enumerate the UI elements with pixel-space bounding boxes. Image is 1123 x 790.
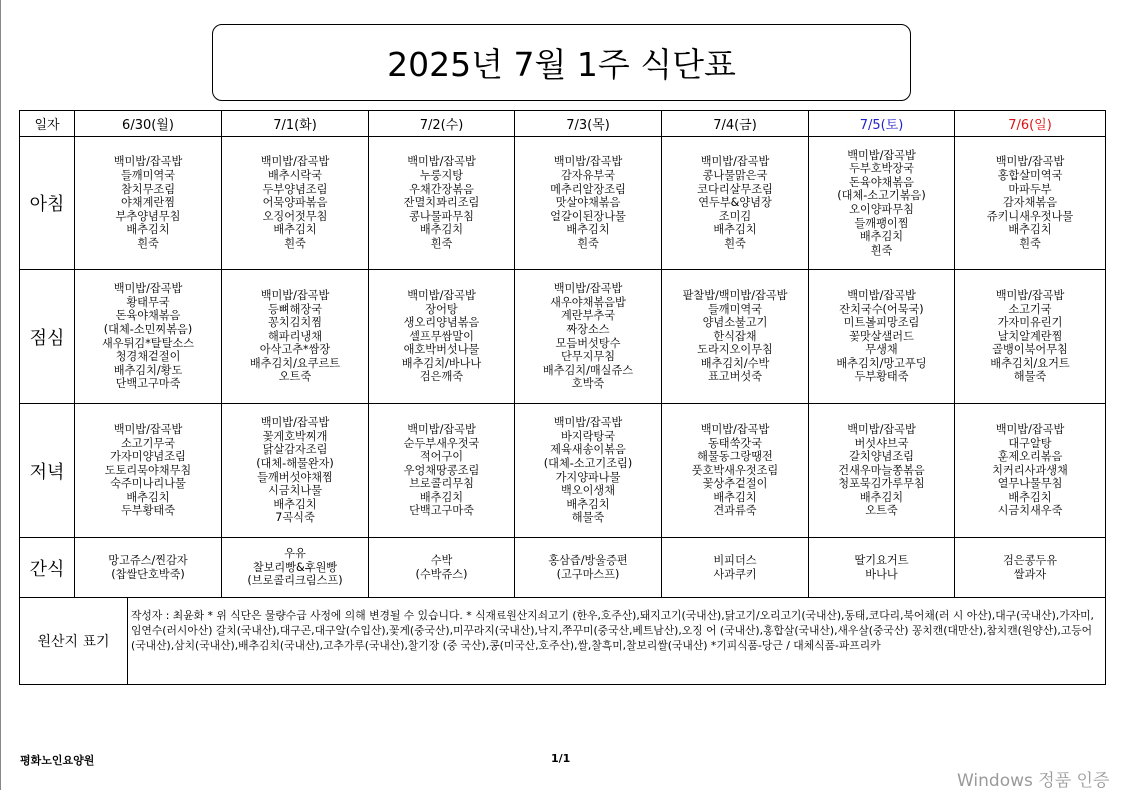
menu-item: 백미밥/잡곡밥 <box>553 282 623 296</box>
date-header: 6/30(월) <box>75 111 222 137</box>
menu-item: 셀프무쌈말이 <box>409 329 474 343</box>
menu-item: 장어탕 <box>425 302 458 316</box>
meal-label: 저녁 <box>20 404 75 538</box>
menu-item: 감자유부국 <box>560 169 616 183</box>
menu-item: 새우튀김*탈탈소스 <box>101 336 195 350</box>
menu-item: (대체-소고기볶음) <box>837 189 926 203</box>
menu-item: 백미밥/잡곡밥 <box>847 148 916 162</box>
menu-item: 흰죽 <box>1019 236 1041 250</box>
menu-item: 두부황태죽 <box>854 370 909 384</box>
menu-item: 오징어젓무침 <box>262 209 328 223</box>
menu-item: 짜장소스 <box>566 322 610 336</box>
menu-item: 제육새송이볶음 <box>550 443 626 457</box>
meal-label: 아침 <box>20 137 75 270</box>
menu-item: 감자채볶음 <box>1002 196 1058 210</box>
footer-page-number: 1/1 <box>551 752 571 765</box>
menu-item: 시금치새우죽 <box>997 504 1063 518</box>
meal-label: 간식 <box>20 538 75 598</box>
menu-item: 배추김치/매실쥬스 <box>542 363 634 377</box>
page-left-edge <box>0 0 1 790</box>
menu-item: 배추김치 <box>566 497 610 511</box>
menu-item: 새우야채볶음밥 <box>550 295 626 309</box>
windows-activation-watermark: Windows 정품 인증 <box>957 771 1110 790</box>
menu-item: 바나나 <box>865 567 898 581</box>
menu-item: 오이양파무침 <box>849 203 914 216</box>
menu-cell <box>809 137 955 270</box>
meal-label: 점심 <box>20 270 75 404</box>
menu-item: 오트죽 <box>865 504 898 518</box>
menu-item: 열무나물무침 <box>997 477 1063 491</box>
menu-item: 배추김치 <box>1008 490 1052 504</box>
menu-item: 배추김치 <box>859 490 904 504</box>
menu-item: 브로콜리무침 <box>409 477 474 491</box>
date-column-label: 일자 <box>20 111 75 137</box>
menu-item: 날치알계란찜 <box>997 329 1063 343</box>
date-header: 7/2(수) <box>369 111 515 137</box>
menu-item: 도토리묵야채무침 <box>104 463 192 477</box>
menu-cell <box>515 538 662 598</box>
menu-cell <box>955 538 1106 598</box>
menu-item: 꽁치김치찜 <box>267 316 323 330</box>
menu-cell <box>369 404 515 538</box>
menu-item: 청포묵김가루무침 <box>838 477 925 491</box>
date-header-row <box>20 111 1106 137</box>
menu-item: 백미밥/잡곡밥 <box>995 155 1065 169</box>
menu-item: 배추김치/황도 <box>113 363 183 377</box>
menu-item: 단백고구마죽 <box>409 504 474 518</box>
menu-item: 꽃상추겉절이 <box>702 477 768 491</box>
menu-cell <box>75 404 222 538</box>
menu-item: 배추김치 <box>713 223 757 237</box>
menu-item: 배추김치/수박 <box>700 356 770 370</box>
menu-item: 백미밥/잡곡밥 <box>260 416 330 430</box>
menu-item: 우유 <box>284 547 306 561</box>
menu-item: 검은콩두유 <box>1002 553 1058 567</box>
menu-item: 배추김치 <box>126 223 170 237</box>
menu-item: 백미밥/잡곡밥 <box>995 422 1065 436</box>
footer-organization: 평화노인요양원 <box>20 754 95 767</box>
menu-item: 미트볼피망조림 <box>843 316 920 330</box>
menu-item: 두부양념조림 <box>262 182 328 196</box>
menu-item: 백미밥/잡곡밥 <box>847 288 916 302</box>
menu-item: 백미밥/잡곡밥 <box>260 288 330 302</box>
menu-item: 참치무조림 <box>120 182 176 196</box>
menu-item: 흰죽 <box>137 236 159 250</box>
menu-item: 백미밥/잡곡밥 <box>700 155 770 169</box>
menu-cell <box>222 270 369 404</box>
menu-item: 부추양념무침 <box>115 209 181 223</box>
menu-item: 들깨미역국 <box>707 302 763 316</box>
menu-cell <box>955 137 1106 270</box>
menu-item: 배추김치 <box>419 223 464 237</box>
menu-item: 마파두부 <box>1008 182 1052 196</box>
menu-item: 소고기무국 <box>120 436 176 450</box>
menu-cell <box>662 538 809 598</box>
menu-item: 비피더스 <box>713 553 757 567</box>
menu-item: 두부황태죽 <box>120 504 176 518</box>
menu-item: 건새우마늘쫑볶음 <box>838 463 925 477</box>
menu-cell <box>75 270 222 404</box>
menu-item: 꽃맛살샐러드 <box>849 329 914 343</box>
menu-item: 배추김치/망고푸딩 <box>836 356 927 370</box>
menu-item: 콩나물맑은국 <box>702 169 768 183</box>
menu-item: 바지락탕국 <box>560 429 616 443</box>
menu-cell <box>369 137 515 270</box>
origin-row <box>20 598 1106 685</box>
menu-item: 배추김치 <box>1008 223 1052 237</box>
dinner-row <box>20 404 1106 538</box>
menu-item: 얼갈이된장나물 <box>550 209 626 223</box>
origin-notice: 작성자 : 최윤화 * 위 식단은 물량수급 사정에 의해 변경될 수 있습니다. * 식재료원산지쇠고기 (한우,호주산),돼지고기(국내산),닭고기/오리고기(국내산),동태,코다리,북어채(러 시 아산),대구(국내산),가자미,임연수(러시아산) 갈치(국내산),대구곤,대구알(수입산),꽃게(중국산),미꾸라지(국내산),낙지,쭈꾸미(중국산,베트남산),오징 어 (국내산),홍합살(국내산),새우살(중국산) 꽁치캔(대만산),참치캔(원양산),고등어(국내산),삼치(국내산),배추김치(국내산),고추가루(국내산),찰기장 (중 국산),콩(미국산,호주산),쌀,찰흑미,찰보리쌀(국내산) *기피식품-당근 / 대체식품-파프리카 <box>131 609 1094 652</box>
menu-table-body <box>20 111 1106 685</box>
menu-item: 닭살감자조림 <box>262 443 328 457</box>
menu-item: 소고기국 <box>1008 302 1052 316</box>
menu-item: 홍삼즙/방울증편 <box>548 553 628 567</box>
menu-cell <box>515 270 662 404</box>
menu-cell <box>809 538 955 598</box>
snack-row <box>20 538 1106 598</box>
menu-item: 단무지무침 <box>560 350 616 364</box>
menu-cell <box>515 137 662 270</box>
date-header-sunday: 7/6(일) <box>955 111 1106 137</box>
menu-item: (고구마스프) <box>556 567 620 581</box>
menu-cell <box>75 538 222 598</box>
menu-item: 오트죽 <box>278 370 312 384</box>
menu-item: (대체-소민찌볶음) <box>103 322 193 336</box>
menu-item: 백미밥/잡곡밥 <box>407 155 476 169</box>
menu-item: (수박쥬스) <box>415 567 468 581</box>
menu-cell <box>955 404 1106 538</box>
menu-item: 들깨미역국 <box>120 169 176 183</box>
menu-item: 팥찰밥/백미밥/잡곡밥 <box>682 288 788 302</box>
menu-item: 백미밥/잡곡밥 <box>407 288 476 302</box>
origin-container <box>20 598 1106 685</box>
menu-item: 숙주미나리나물 <box>110 477 186 491</box>
menu-item: 배추김치 <box>273 497 317 511</box>
menu-item: (대체-해물완자) <box>256 456 334 470</box>
menu-item: 배추김치/바나나 <box>401 356 482 370</box>
menu-cell <box>809 404 955 538</box>
menu-item: 가자미유린기 <box>997 316 1063 330</box>
menu-item: 백미밥/잡곡밥 <box>553 155 623 169</box>
menu-item: 들깨팽이찜 <box>854 216 909 230</box>
menu-item: 등뼈해장국 <box>267 302 323 316</box>
menu-item: 양념소불고기 <box>702 316 768 330</box>
menu-item: 동태쑥갓국 <box>707 436 763 450</box>
menu-item: 순두부새우젓국 <box>403 436 480 450</box>
menu-item: 찰보리빵&후원빵 <box>252 560 338 574</box>
menu-item: 배추김치/요쿠르트 <box>249 356 341 370</box>
menu-item: 메추리알장조림 <box>550 182 626 196</box>
menu-item: 백미밥/잡곡밥 <box>407 422 476 436</box>
menu-item: (브로콜리크림스프) <box>247 574 343 588</box>
menu-item: 해물죽 <box>571 511 605 525</box>
menu-item: 수박 <box>430 553 453 567</box>
menu-item: 표고버섯죽 <box>707 370 763 384</box>
menu-item: 흰죽 <box>430 236 453 250</box>
menu-item: 백미밥/잡곡밥 <box>113 282 183 296</box>
menu-item: 배추시락국 <box>267 169 323 183</box>
menu-item: 망고쥬스/찐감자 <box>108 553 188 567</box>
menu-item: 우채간장볶음 <box>409 182 474 196</box>
menu-item: 적어구이 <box>419 450 464 464</box>
menu-item: 풋호박새우젓조림 <box>691 463 779 477</box>
date-header: 7/4(금) <box>662 111 809 137</box>
menu-item: 돈육야채볶음 <box>849 175 914 189</box>
menu-item: 누룽지탕 <box>419 169 464 183</box>
menu-item: 맛살야채볶음 <box>555 196 621 210</box>
menu-item: 백미밥/잡곡밥 <box>260 155 330 169</box>
menu-item: 가지양파나물 <box>555 470 621 484</box>
menu-item: 버섯샤브국 <box>854 436 909 450</box>
origin-label: 원산지 표기 <box>20 598 128 684</box>
menu-item: 홍합살미역국 <box>997 169 1063 183</box>
date-header: 7/1(화) <box>222 111 369 137</box>
menu-item: 딸기요거트 <box>854 553 909 567</box>
menu-item: 배추김치 <box>713 490 757 504</box>
menu-item: 대구알탕 <box>1008 436 1052 450</box>
menu-cell <box>222 404 369 538</box>
menu-item: 사과쿠키 <box>713 567 757 581</box>
menu-item: 골뱅이북어무침 <box>992 343 1068 357</box>
menu-item: (찹쌀단호박죽) <box>111 567 185 581</box>
menu-item: 배추김치 <box>566 223 610 237</box>
menu-item: 갈치양념조림 <box>849 450 914 464</box>
menu-item: 애호박버섯나물 <box>403 343 480 357</box>
menu-cell <box>222 137 369 270</box>
menu-item: 잔멸치꽈리조림 <box>403 196 480 210</box>
menu-cell <box>369 270 515 404</box>
menu-item: 시금치나물 <box>267 484 323 498</box>
menu-item: 청경채겉절이 <box>115 350 181 364</box>
menu-item: 생오리양념볶음 <box>403 316 480 330</box>
menu-cell <box>662 270 809 404</box>
menu-item: 모듬버섯탕수 <box>555 336 621 350</box>
menu-cell <box>662 404 809 538</box>
menu-item: 백미밥/잡곡밥 <box>847 422 916 436</box>
page-title: 2025년 7월 1주 식단표 <box>387 45 736 84</box>
lunch-row <box>20 270 1106 404</box>
menu-cell <box>515 404 662 538</box>
menu-item: 코다리살무조림 <box>697 182 773 196</box>
menu-item: 검은깨죽 <box>419 370 464 384</box>
menu-item: 흰죽 <box>870 243 893 257</box>
menu-item: 야채계란찜 <box>120 196 176 210</box>
menu-cell <box>75 137 222 270</box>
menu-cell <box>955 270 1106 404</box>
menu-item: 돈육야채볶음 <box>115 309 181 323</box>
origin-inner <box>20 598 1105 684</box>
menu-item: 배추김치 <box>126 490 170 504</box>
menu-item: 아삭고추*쌈장 <box>259 343 331 357</box>
menu-item: 백미밥/잡곡밥 <box>113 155 183 169</box>
breakfast-row <box>20 137 1106 270</box>
menu-item: 가자미양념조림 <box>110 450 186 464</box>
menu-item: 콩나물파무침 <box>409 209 474 223</box>
menu-item: 7곡식죽 <box>275 511 315 525</box>
menu-item: 백미밥/잡곡밥 <box>700 422 770 436</box>
menu-item: 흰죽 <box>724 236 746 250</box>
title-box <box>212 24 911 101</box>
menu-item: 흰죽 <box>284 236 306 250</box>
menu-item: 배추김치 <box>273 223 317 237</box>
menu-item: 백미밥/잡곡밥 <box>995 288 1065 302</box>
menu-item: 무생채 <box>865 343 898 357</box>
menu-item: 들깨버섯야채찜 <box>257 470 333 484</box>
menu-item: 해물동그랑땡전 <box>697 450 773 464</box>
menu-item: 쌀과자 <box>1013 567 1047 581</box>
date-header-saturday: 7/5(토) <box>809 111 955 137</box>
menu-item: 훈제오리볶음 <box>997 450 1063 464</box>
menu-item: 계란부추국 <box>560 309 616 323</box>
menu-item: 치커리사과생채 <box>992 463 1068 477</box>
menu-item: 황태무국 <box>126 295 170 309</box>
menu-item: 두부호박장국 <box>849 162 914 176</box>
menu-item: 우엉채땅콩조림 <box>403 463 480 477</box>
menu-item: 잔치국수(어묵국) <box>839 302 924 316</box>
menu-cell <box>369 538 515 598</box>
menu-item: 어묵양파볶음 <box>262 196 328 210</box>
menu-item: 꽃게호박찌개 <box>262 429 328 443</box>
menu-item: 해파리냉채 <box>267 329 323 343</box>
menu-item: 단백고구마죽 <box>115 377 181 391</box>
menu-cell <box>222 538 369 598</box>
menu-item: 쥬키니새우젓나물 <box>986 209 1074 223</box>
menu-item: 연두부&양념장 <box>698 196 772 210</box>
menu-item: 배추김치/요거트 <box>990 356 1070 370</box>
menu-item: 한식잡채 <box>713 329 757 343</box>
menu-item: 흰죽 <box>577 236 599 250</box>
date-header: 7/3(목) <box>515 111 662 137</box>
menu-item: 백미밥/잡곡밥 <box>113 422 183 436</box>
menu-item: 백미밥/잡곡밥 <box>553 416 623 430</box>
menu-item: 조미김 <box>718 209 752 223</box>
weekly-menu-table <box>19 110 1106 685</box>
menu-cell <box>809 270 955 404</box>
menu-item: 도라지오이무침 <box>697 343 773 357</box>
menu-item: 해물죽 <box>1013 370 1047 384</box>
menu-item: 배추김치 <box>859 230 904 244</box>
menu-cell <box>662 137 809 270</box>
menu-item: (대체-소고기조림) <box>543 456 633 470</box>
menu-item: 배추김치 <box>419 490 464 504</box>
menu-item: 백오이생채 <box>560 484 616 498</box>
menu-item: 견과류죽 <box>713 504 757 518</box>
menu-item: 호박죽 <box>571 377 605 391</box>
